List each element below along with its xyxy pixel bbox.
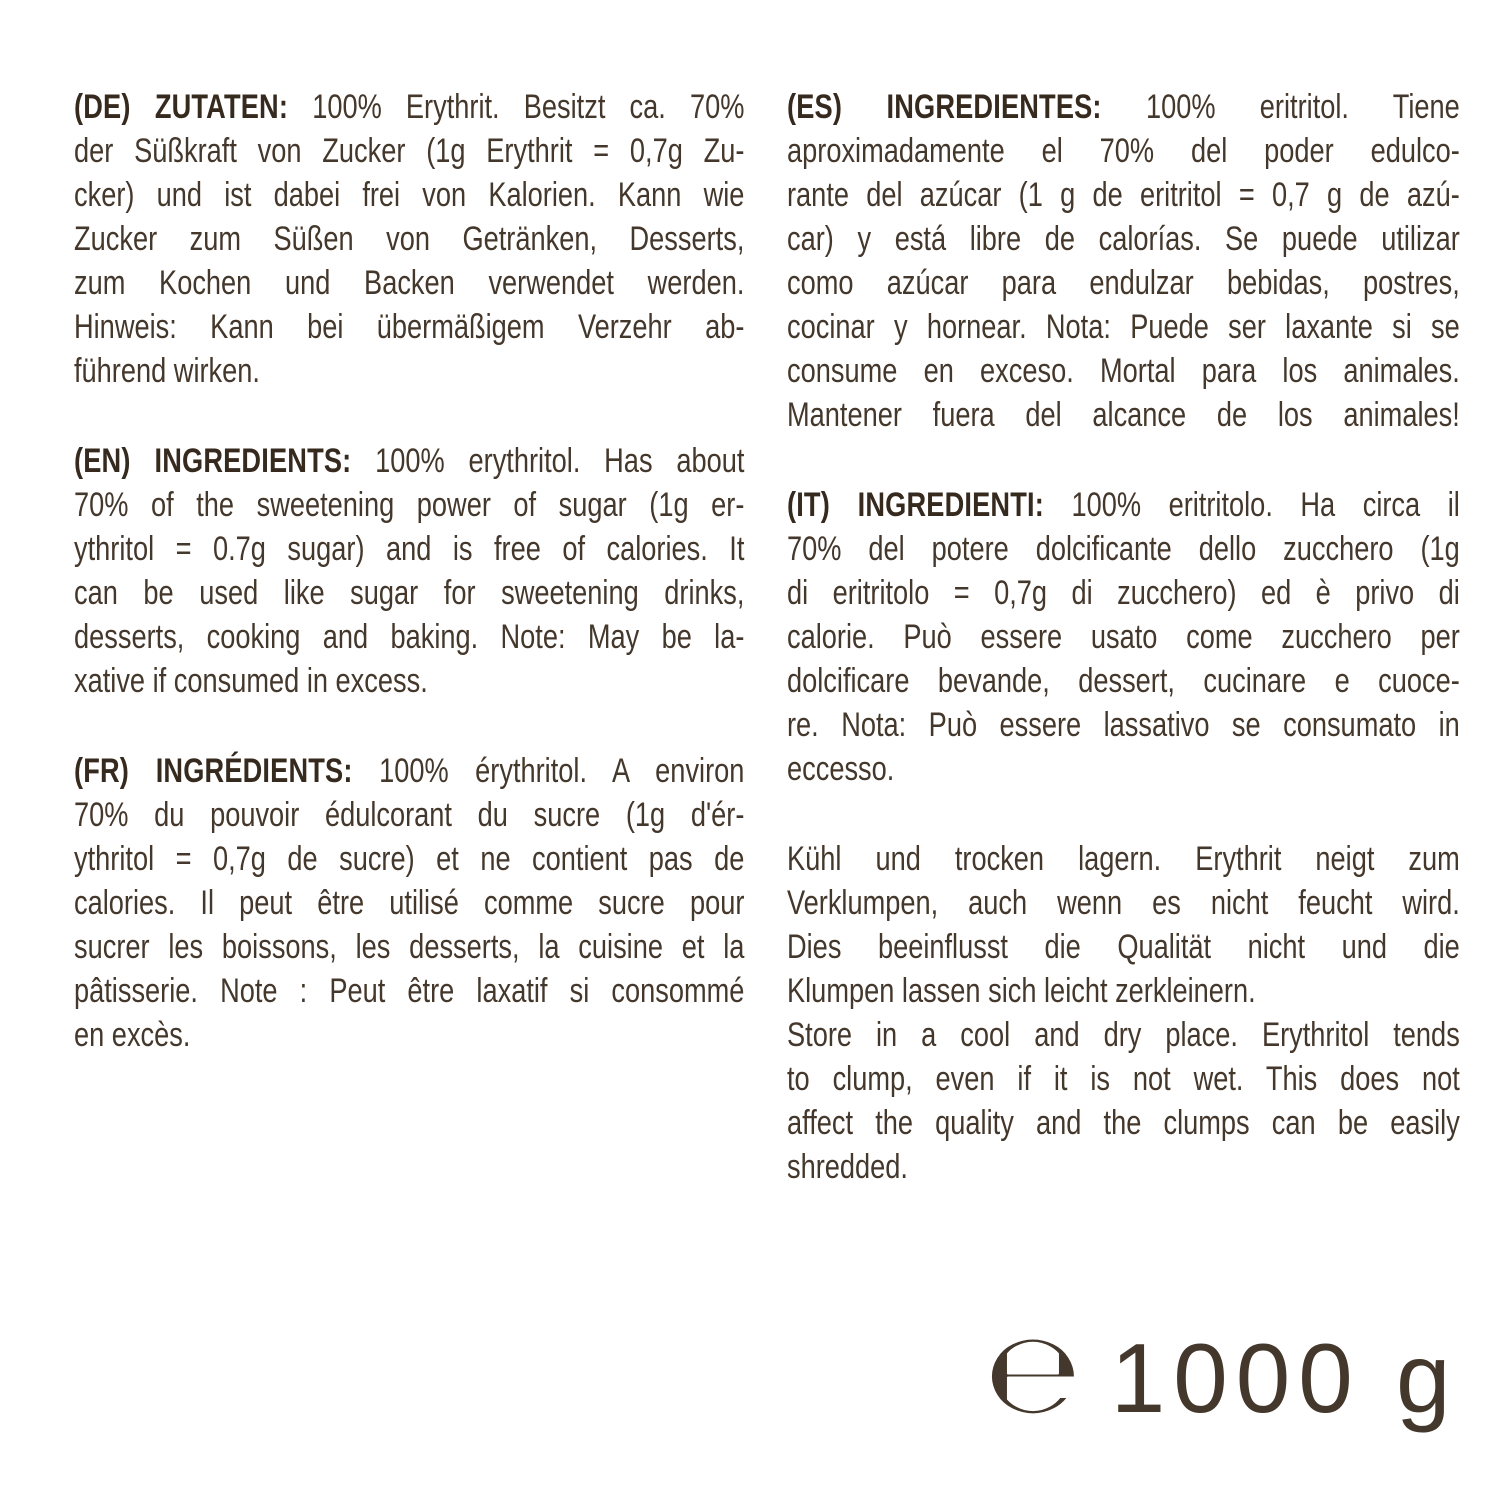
text-line: calories. Il peut être utilisé comme sucre pour	[74, 884, 745, 922]
text-line: dolcificare bevande, dessert, cucinare e cuoce-	[787, 662, 1460, 700]
text-line: cker) und ist dabei frei von Kalorien. Kann wie	[74, 176, 745, 214]
text-line: 70% del potere dolcificante dello zucchero (1g	[787, 530, 1460, 568]
paragraph-storage-en	[787, 1013, 1460, 1189]
text-line: car) y está libre de calorías. Se puede utilizar	[787, 220, 1460, 258]
text-line: aproximadamente el 70% del poder edulco-	[787, 132, 1460, 170]
text-line: (IT) INGREDIENTI: 100% eritritolo. Ha circa il	[787, 486, 1460, 524]
net-weight	[985, 1309, 1459, 1460]
text-line: ythritol = 0,7g de sucre) et ne contient pas de	[74, 840, 745, 878]
text-line: cocinar y hornear. Nota: Puede ser laxante si se	[787, 308, 1460, 346]
text-line: calorie. Può essere usato come zucchero per	[787, 618, 1460, 656]
text-line: affect the quality and the clumps can be easily	[787, 1104, 1460, 1142]
text-line: (DE) ZUTATEN: 100% Erythrit. Besitzt ca. 70%	[74, 88, 745, 126]
text-line: führend wirken.	[74, 352, 260, 390]
text-line: Mantener fuera del alcance de los animales!	[787, 396, 1460, 434]
language-lead-de: (DE) ZUTATEN:	[74, 88, 289, 126]
language-lead-it: (IT) INGREDIENTI:	[787, 486, 1044, 524]
language-lead-fr: (FR) INGRÉDIENTS:	[74, 752, 353, 790]
text-line: Store in a cool and dry place. Erythritol tends	[787, 1016, 1460, 1054]
text-line: re. Nota: Può essere lassativo se consumato in	[787, 706, 1460, 744]
text-line: sucrer les boissons, les desserts, la cuisine et la	[74, 928, 745, 966]
text-line: (ES) INGREDIENTES: 100% eritritol. Tiene	[787, 88, 1460, 126]
text-line: (FR) INGRÉDIENTS: 100% érythritol. A environ	[74, 752, 745, 790]
text-line: xative if consumed in excess.	[74, 662, 428, 700]
text-line: (EN) INGREDIENTS: 100% erythritol. Has about	[74, 442, 745, 480]
text-line: pâtisserie. Note : Peut être laxatif si consommé	[74, 972, 745, 1010]
paragraph-de	[74, 85, 744, 393]
text-line: eccesso.	[787, 750, 895, 788]
text-line: rante del azúcar (1 g de eritritol = 0,7 g de azú-	[787, 176, 1460, 214]
ingredients-right-column	[787, 85, 1460, 1235]
text-line: to clump, even if it is not wet. This does not	[787, 1060, 1460, 1098]
estimated-sign-icon: ℮	[985, 1309, 1081, 1439]
text-line: Verklumpen, auch wenn es nicht feucht wird.	[787, 884, 1460, 922]
paragraph-fr	[74, 749, 744, 1057]
paragraph-en	[74, 439, 744, 703]
text-line: Klumpen lassen sich leicht zerkleinern.	[787, 972, 1256, 1010]
text-line: shredded.	[787, 1148, 908, 1186]
text-line: zum Kochen und Backen verwendet werden.	[74, 264, 745, 302]
paragraph-es	[787, 85, 1460, 437]
text-line: 70% du pouvoir édulcorant du sucre (1g d'ér-	[74, 796, 745, 834]
text-line: Hinweis: Kann bei übermäßigem Verzehr ab-	[74, 308, 745, 346]
language-lead-es: (ES) INGREDIENTES:	[787, 88, 1102, 126]
text-line: di eritritolo = 0,7g di zucchero) ed è privo di	[787, 574, 1460, 612]
paragraph-it	[787, 483, 1460, 791]
text-line: Kühl und trocken lagern. Erythrit neigt zum	[787, 840, 1460, 878]
net-weight-value: 1000 g	[1110, 1323, 1459, 1433]
text-line: como azúcar para endulzar bebidas, postres,	[787, 264, 1460, 302]
text-line: Dies beeinflusst die Qualität nicht und die	[787, 928, 1460, 966]
text-line: can be used like sugar for sweetening drinks,	[74, 574, 745, 612]
text-line: 70% of the sweetening power of sugar (1g er-	[74, 486, 745, 524]
text-line: consume en exceso. Mortal para los animales.	[787, 352, 1460, 390]
text-line: ythritol = 0.7g sugar) and is free of calories. It	[74, 530, 745, 568]
text-line: Zucker zum Süßen von Getränken, Desserts,	[74, 220, 745, 258]
language-lead-en: (EN) INGREDIENTS:	[74, 442, 352, 480]
text-line: der Süßkraft von Zucker (1g Erythrit = 0,7g Zu-	[74, 132, 745, 170]
ingredients-left-column	[74, 85, 744, 1103]
text-line: desserts, cooking and baking. Note: May be la-	[74, 618, 745, 656]
paragraph-storage-de	[787, 837, 1460, 1013]
text-line: en excès.	[74, 1016, 191, 1054]
